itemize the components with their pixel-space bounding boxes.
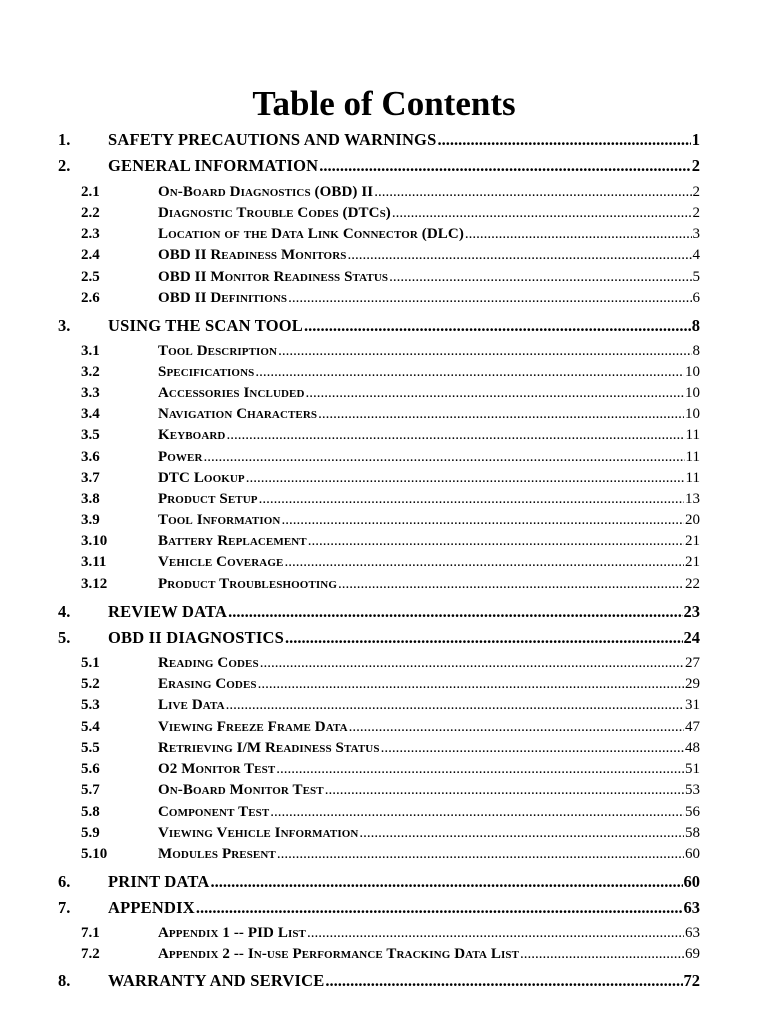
toc-subsection-entry[interactable] <box>0 288 768 309</box>
toc-entry-page-number: 2 <box>691 156 700 175</box>
toc-entry-number: 5.1 <box>81 655 100 671</box>
toc-entry-label: Tool Description <box>158 343 278 359</box>
toc-entry-label: Component Test <box>158 804 270 820</box>
toc-entry-page-number: 10 <box>685 385 700 401</box>
toc-subsection-entry[interactable] <box>0 383 768 404</box>
toc-dot-leader <box>306 383 684 404</box>
toc-entry-number: 8. <box>58 971 71 990</box>
toc-entry-number: 2. <box>58 156 71 175</box>
toc-entry-page-number: 13 <box>685 491 700 507</box>
toc-subsection-entry[interactable] <box>0 245 768 266</box>
toc-entry-label: Erasing Codes <box>158 676 257 692</box>
toc-entry-label: Vehicle Coverage <box>158 554 284 570</box>
toc-entry-page-number: 53 <box>685 782 700 798</box>
toc-entry-page-number: 58 <box>685 825 700 841</box>
toc-entry-number: 5.2 <box>81 676 100 692</box>
toc-entry-page-number: 11 <box>685 449 700 465</box>
toc-entry-label: Power <box>158 449 203 465</box>
toc-dot-leader <box>347 245 691 266</box>
toc-entry-label: Location of the Data Link Connector (DLC) <box>158 226 464 242</box>
toc-entry-page-number: 31 <box>685 697 700 713</box>
toc-entry-page-number: 72 <box>683 971 700 990</box>
toc-subsection-entry[interactable] <box>0 489 768 510</box>
toc-entry-label: Modules Present <box>158 846 276 862</box>
toc-entry-number: 3.12 <box>81 576 108 592</box>
toc-entry-label: Product Setup <box>158 491 258 507</box>
toc-subsection-entry[interactable] <box>0 552 768 573</box>
toc-entry-number: 7.1 <box>81 925 100 941</box>
toc-entry-label: Diagnostic Trouble Codes (DTCs) <box>158 205 391 221</box>
toc-entry-page-number: 63 <box>685 925 700 941</box>
toc-dot-leader <box>349 717 684 738</box>
toc-entry-label: Navigation Characters <box>158 406 318 422</box>
toc-section-entry[interactable] <box>0 626 768 650</box>
toc-subsection-entry[interactable] <box>0 182 768 203</box>
toc-subsection-entry[interactable] <box>0 341 768 362</box>
toc-dot-leader <box>204 447 685 468</box>
toc-entry-number: 7.2 <box>81 946 100 962</box>
toc-entry-page-number: 56 <box>685 804 700 820</box>
toc-entry-label: Viewing Vehicle Information <box>158 825 359 841</box>
toc-entry-number: 5.3 <box>81 697 100 713</box>
toc-entry-page-number: 60 <box>683 872 700 891</box>
toc-subsection-entry[interactable] <box>0 267 768 288</box>
toc-dot-leader <box>284 552 684 573</box>
toc-dot-leader <box>318 404 684 425</box>
toc-dot-leader <box>278 341 691 362</box>
toc-dot-leader <box>270 802 684 823</box>
toc-entry-page-number: 60 <box>685 846 700 862</box>
toc-subsection-entry[interactable] <box>0 531 768 552</box>
toc-entry-number: 5.8 <box>81 804 100 820</box>
toc-entry-number: 5. <box>58 628 71 647</box>
toc-entry-number: 5.6 <box>81 761 100 777</box>
toc-entry-page-number: 27 <box>685 655 700 671</box>
toc-dot-leader <box>389 267 691 288</box>
toc-entry-page-number: 20 <box>685 512 700 528</box>
toc-entry-page-number: 51 <box>685 761 700 777</box>
toc-entry-number: 5.7 <box>81 782 100 798</box>
toc-section-entry[interactable] <box>0 154 768 178</box>
toc-dot-leader <box>255 362 684 383</box>
toc-entry-label: Product Troubleshooting <box>158 576 337 592</box>
toc-entry-page-number: 29 <box>685 676 700 692</box>
toc-dot-leader <box>304 314 691 338</box>
toc-entry-page-number: 3 <box>692 226 700 242</box>
toc-dot-leader <box>260 653 684 674</box>
toc-subsection-entry[interactable] <box>0 738 768 759</box>
toc-entry-page-number: 2 <box>692 205 700 221</box>
toc-entry-page-number: 47 <box>685 719 700 735</box>
toc-entry-page-number: 48 <box>685 740 700 756</box>
toc-entry-label: REVIEW DATA <box>108 602 228 621</box>
toc-dot-leader <box>325 780 684 801</box>
toc-entry-number: 2.6 <box>81 290 100 306</box>
toc-entry-number: 5.5 <box>81 740 100 756</box>
toc-entry-page-number: 23 <box>683 602 700 621</box>
toc-entry-page-number: 5 <box>692 269 700 285</box>
toc-subsection-entry[interactable] <box>0 224 768 245</box>
toc-entry-label: On-Board Monitor Test <box>158 782 324 798</box>
toc-entry-label: USING THE SCAN TOOL <box>108 316 303 335</box>
toc-entry-number: 2.5 <box>81 269 100 285</box>
toc-entry-number: 4. <box>58 602 71 621</box>
toc-subsection-entry[interactable] <box>0 510 768 531</box>
toc-entry-page-number: 21 <box>685 554 700 570</box>
toc-dot-leader <box>307 923 684 944</box>
toc-entry-number: 3.10 <box>81 533 108 549</box>
toc-subsection-entry[interactable] <box>0 362 768 383</box>
toc-entry-label: OBD II DIAGNOSTICS <box>108 628 284 647</box>
toc-entry-page-number: 4 <box>692 247 700 263</box>
toc-subsection-entry[interactable] <box>0 923 768 944</box>
toc-subsection-entry[interactable] <box>0 574 768 595</box>
toc-dot-leader <box>308 531 684 552</box>
toc-entry-page-number: 2 <box>692 184 700 200</box>
toc-entry-page-number: 10 <box>685 406 700 422</box>
toc-subsection-entry[interactable] <box>0 823 768 844</box>
toc-entry-number: 3.8 <box>81 491 100 507</box>
toc-dot-leader <box>226 695 684 716</box>
toc-entry-label: Battery Replacement <box>158 533 307 549</box>
toc-section-entry[interactable] <box>0 896 768 920</box>
toc-subsection-entry[interactable] <box>0 802 768 823</box>
toc-entry-label: Keyboard <box>158 427 226 443</box>
toc-entry-page-number: 69 <box>685 946 700 962</box>
toc-entry-label: Tool Information <box>158 512 281 528</box>
toc-subsection-entry[interactable] <box>0 447 768 468</box>
toc-dot-leader <box>259 489 684 510</box>
toc-subsection-entry[interactable] <box>0 404 768 425</box>
toc-subsection-entry[interactable] <box>0 674 768 695</box>
toc-dot-leader <box>319 154 691 178</box>
toc-entry-number: 3.5 <box>81 427 100 443</box>
toc-subsection-entry[interactable] <box>0 759 768 780</box>
toc-dot-leader <box>338 574 684 595</box>
toc-entry-number: 3.6 <box>81 449 100 465</box>
toc-subsection-entry[interactable] <box>0 695 768 716</box>
toc-entry-label: Appendix 2 -- In-use Performance Tracking Data List <box>158 946 520 962</box>
toc-dot-leader <box>465 224 692 245</box>
toc-section-entry[interactable] <box>0 870 768 894</box>
toc-entry-number: 6. <box>58 872 71 891</box>
toc-entry-label: APPENDIX <box>108 898 195 917</box>
toc-entry-number: 3.1 <box>81 343 100 359</box>
toc-entry-number: 5.10 <box>81 846 108 862</box>
toc-dot-leader <box>226 425 684 446</box>
toc-section-entry[interactable] <box>0 969 768 993</box>
toc-entry-number: 5.9 <box>81 825 100 841</box>
toc-entry-label: Viewing Freeze Frame Data <box>158 719 348 735</box>
toc-dot-leader <box>520 944 684 965</box>
toc-dot-leader <box>277 844 684 865</box>
toc-entry-label: Accessories Included <box>158 385 305 401</box>
toc-dot-leader <box>437 128 690 152</box>
toc-entry-page-number: 63 <box>683 898 700 917</box>
toc-dot-leader <box>288 288 691 309</box>
toc-entry-page-number: 1 <box>691 130 700 149</box>
toc-entry-label: Specifications <box>158 364 255 380</box>
toc-entry-page-number: 8 <box>691 316 700 335</box>
toc-dot-leader <box>381 738 684 759</box>
toc-entry-page-number: 22 <box>685 576 700 592</box>
toc-dot-leader <box>325 969 682 993</box>
toc-dot-leader <box>392 203 692 224</box>
toc-entry-number: 2.4 <box>81 247 100 263</box>
toc-subsection-entry[interactable] <box>0 844 768 865</box>
toc-subsection-entry[interactable] <box>0 203 768 224</box>
toc-section-entry[interactable] <box>0 600 768 624</box>
toc-entry-label: OBD II Definitions <box>158 290 288 306</box>
page-title: Table of Contents <box>252 84 516 123</box>
toc-dot-leader <box>374 182 691 203</box>
toc-entry-label: Live Data <box>158 697 225 713</box>
toc-entry-label: OBD II Monitor Readiness Status <box>158 269 389 285</box>
toc-entry-page-number: 21 <box>685 533 700 549</box>
toc-dot-leader <box>228 600 682 624</box>
toc-entry-number: 3.7 <box>81 470 100 486</box>
toc-subsection-entry[interactable] <box>0 653 768 674</box>
toc-dot-leader <box>285 626 683 650</box>
toc-entry-number: 2.2 <box>81 205 100 221</box>
toc-entry-page-number: 24 <box>683 628 700 647</box>
toc-entry-number: 7. <box>58 898 71 917</box>
toc-dot-leader <box>258 674 684 695</box>
toc-entry-label: Retrieving I/M Readiness Status <box>158 740 380 756</box>
toc-entry-number: 2.3 <box>81 226 100 242</box>
toc-dot-leader <box>281 510 684 531</box>
toc-entry-number: 3.4 <box>81 406 100 422</box>
toc-dot-leader <box>210 870 682 894</box>
toc-entry-label: O2 Monitor Test <box>158 761 276 777</box>
toc-entry-number: 3.2 <box>81 364 100 380</box>
toc-entry-label: WARRANTY AND SERVICE <box>108 971 325 990</box>
toc-entry-number: 5.4 <box>81 719 100 735</box>
toc-entry-label: PRINT DATA <box>108 872 210 891</box>
toc-entry-label: Appendix 1 -- PID List <box>158 925 306 941</box>
toc-section-entry[interactable] <box>0 128 768 152</box>
toc-dot-leader <box>359 823 684 844</box>
toc-subsection-entry[interactable] <box>0 944 768 965</box>
toc-dot-leader <box>276 759 684 780</box>
toc-entry-number: 3.9 <box>81 512 100 528</box>
toc-entry-label: On-Board Diagnostics (OBD) II <box>158 184 374 200</box>
toc-subsection-entry[interactable] <box>0 425 768 446</box>
toc-subsection-entry[interactable] <box>0 717 768 738</box>
toc-entry-page-number: 11 <box>685 470 700 486</box>
toc-subsection-entry[interactable] <box>0 780 768 801</box>
toc-entry-label: DTC Lookup <box>158 470 245 486</box>
toc-subsection-entry[interactable] <box>0 468 768 489</box>
toc-entry-label: OBD II Readiness Monitors <box>158 247 347 263</box>
toc-entry-page-number: 10 <box>685 364 700 380</box>
toc-entry-page-number: 8 <box>692 343 700 359</box>
toc-entry-label: GENERAL INFORMATION <box>108 156 319 175</box>
toc-section-entry[interactable] <box>0 314 768 338</box>
toc-entry-page-number: 11 <box>685 427 700 443</box>
toc-entry-label: Reading Codes <box>158 655 259 671</box>
toc-entry-number: 3. <box>58 316 71 335</box>
toc-dot-leader <box>246 468 685 489</box>
toc-dot-leader <box>196 896 683 920</box>
toc-entry-number: 1. <box>58 130 71 149</box>
toc-entry-number: 3.3 <box>81 385 100 401</box>
toc-entry-page-number: 6 <box>692 290 700 306</box>
toc-entry-number: 3.11 <box>81 554 107 570</box>
toc-entry-label: SAFETY PRECAUTIONS AND WARNINGS <box>108 130 437 149</box>
toc-entry-number: 2.1 <box>81 184 100 200</box>
